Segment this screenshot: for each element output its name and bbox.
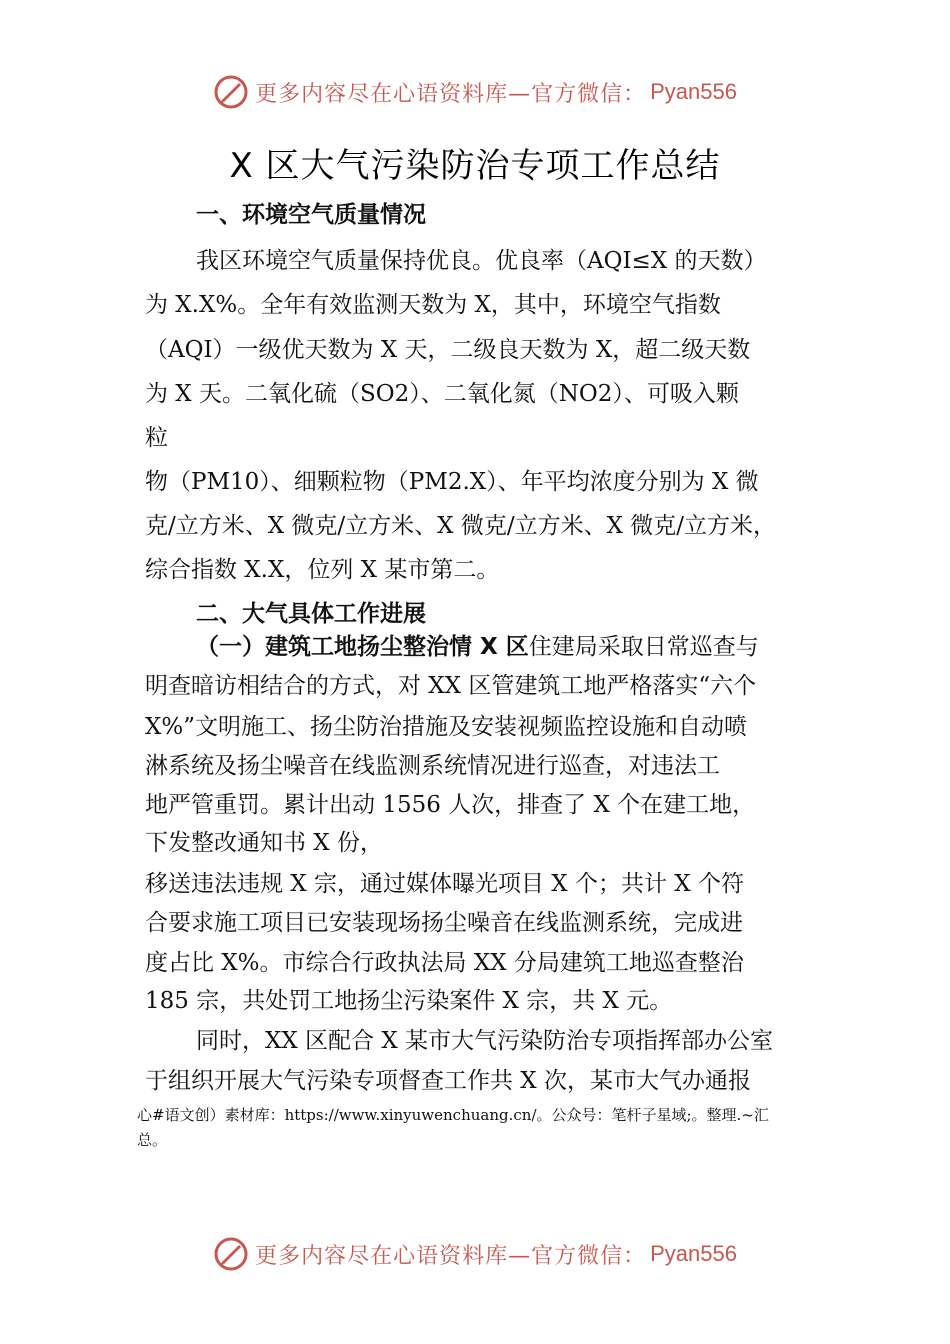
paragraph-line: 为 X 天。二氧化硫（SO2）、二氧化氮（NO2）、可吸入颗 bbox=[145, 381, 739, 407]
paragraph-line: 度占比 X%。市综合行政执法局 XX 分局建筑工地巡查整治 bbox=[145, 950, 744, 976]
subheading-line bbox=[196, 632, 759, 662]
paragraph-line: 为 X.X%。全年有效监测天数为 X，其中，环境空气指数 bbox=[145, 292, 721, 318]
paragraph-line: 下发整改通知书 X 份， bbox=[145, 830, 383, 856]
pen-logo-icon bbox=[213, 1236, 249, 1272]
paragraph-line: 克/立方米、X 微克/立方米、X 微克/立方米、X 微克/立方米， bbox=[145, 513, 777, 539]
footnote-line: 心#语文创）素材库：https://www.xinyuwenchuang.cn/。公众号：笔杆子星域;。整理.~汇 bbox=[137, 1106, 769, 1124]
pen-logo-icon bbox=[213, 74, 249, 110]
paragraph-line: 合要求施工项目已安装现场扬尘噪音在线监测系统，完成进 bbox=[145, 910, 743, 936]
paragraph-line: 于组织开展大气污染专项督查工作共 X 次，某市大气办通报 bbox=[145, 1068, 751, 1094]
paragraph-line: 明查暗访相结合的方式，对 XX 区管建筑工地严格落实“六个 bbox=[145, 673, 757, 699]
paragraph-line: 综合指数 X.X，位列 X 某市第二。 bbox=[145, 557, 500, 583]
banner-wechat-id: Pyan556 bbox=[650, 1241, 737, 1266]
banner-text: 更多内容尽在心语资料库—官方微信： bbox=[255, 81, 647, 107]
footer-banner bbox=[0, 1232, 950, 1276]
paragraph-line: 物（PM10）、细颗粒物（PM2.X）、年平均浓度分别为 X 微 bbox=[145, 469, 759, 495]
section-heading-2: 二、大气具体工作进展 bbox=[196, 601, 426, 627]
paragraph-line: 地严管重罚。累计出动 1556 人次，排查了 X 个在建工地， bbox=[145, 792, 756, 818]
subheading-bold: （一）建筑工地扬尘整治情 X 区 bbox=[196, 634, 529, 660]
banner-text: 更多内容尽在心语资料库—官方微信： bbox=[255, 1243, 647, 1269]
paragraph-line: （AQI）一级优天数为 X 天，二级良天数为 X，超二级天数 bbox=[145, 337, 751, 363]
section-heading-1: 一、环境空气质量情况 bbox=[196, 202, 426, 228]
paragraph-line: X%”文明施工、扬尘防治措施及安装视频监控设施和自动喷 bbox=[145, 714, 747, 740]
header-banner bbox=[0, 70, 950, 114]
paragraph-line: 粒 bbox=[145, 425, 168, 451]
paragraph-line: 同时，XX 区配合 X 某市大气污染防治专项指挥部办公室 bbox=[196, 1028, 774, 1054]
paragraph-line: 185 宗，共处罚工地扬尘污染案件 X 宗，共 X 元。 bbox=[145, 988, 673, 1014]
document-title: X 区大气污染防治专项工作总结 bbox=[229, 146, 721, 186]
paragraph-line: 我区环境空气质量保持优良。优良率（AQI≤X 的天数） bbox=[196, 248, 767, 274]
paragraph-line: 移送违法违规 X 宗，通过媒体曝光项目 X 个；共计 X 个符 bbox=[145, 871, 744, 897]
banner-wechat-id: Pyan556 bbox=[650, 79, 737, 104]
subheading-rest: 住建局采取日常巡查与 bbox=[528, 634, 759, 660]
paragraph-line: 淋系统及扬尘噪音在线监测系统情况进行巡查，对违法工 bbox=[145, 753, 720, 779]
footnote-line: 总。 bbox=[137, 1131, 168, 1149]
